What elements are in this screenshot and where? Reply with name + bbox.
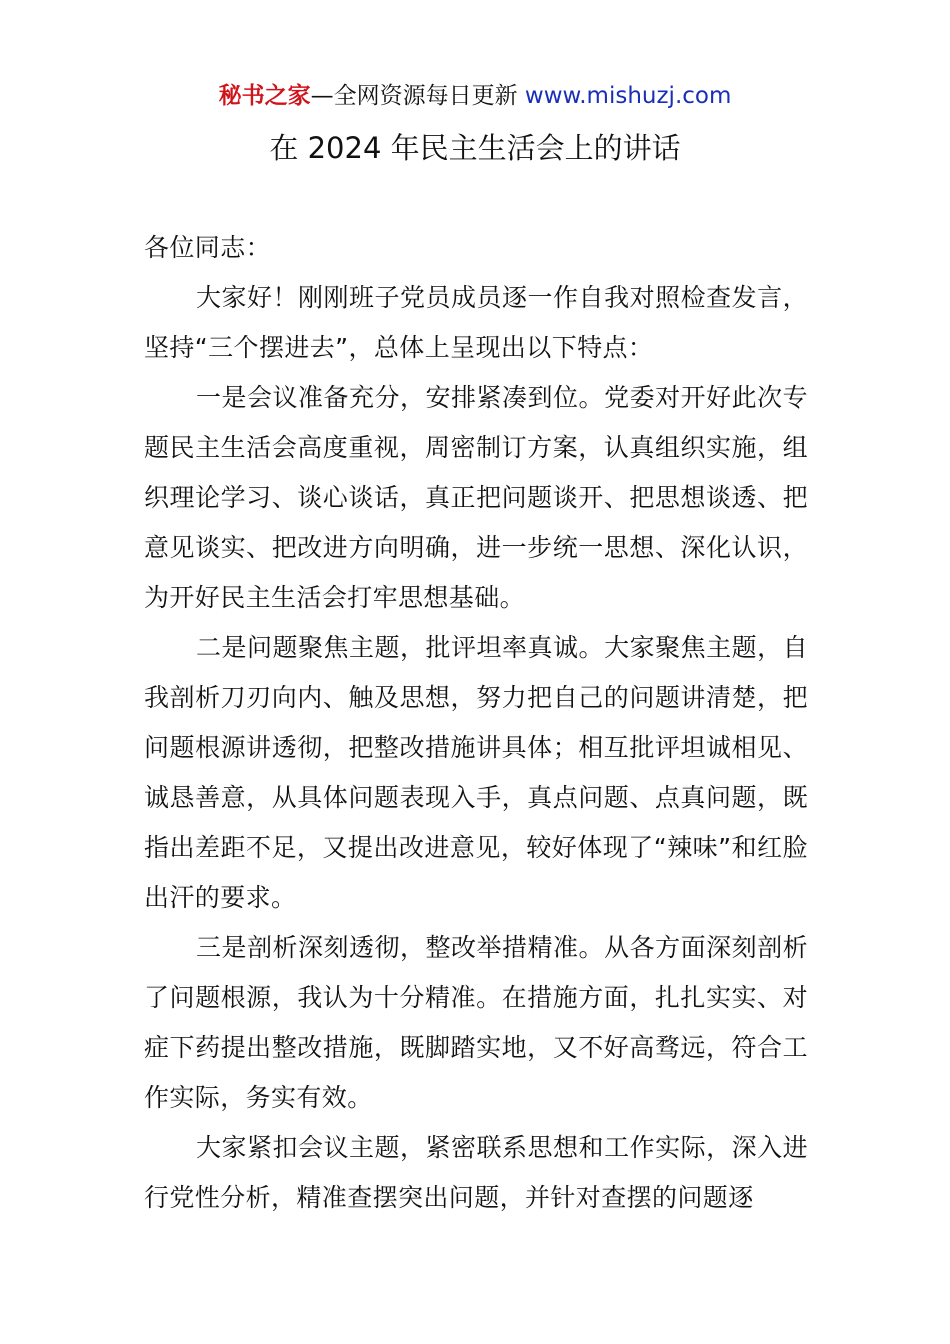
site-url-link[interactable]: www.mishuzj.com: [524, 83, 732, 109]
paragraph: 三是剖析深刻透彻，整改举措精准。从各方面深刻剖析了问题根源，我认为十分精准。在措施方面，扎扎实实、对症下药提出整改措施，既脚踏实地，又不好高骛远，符合工作实际，务实有效。: [144, 933, 808, 1112]
paragraph: 大家紧扣会议主题，紧密联系思想和工作实际，深入进行党性分析，精准查摆突出问题，并针对查摆的问题逐: [144, 1133, 808, 1212]
paragraph: 二是问题聚焦主题，批评坦率真诚。大家聚焦主题，自我剖析刀刃向内、触及思想，努力把自己的问题讲清楚，把问题根源讲透彻，把整改措施讲具体；相互批评坦诚相见、诚恳善意，从具体问题表现入手，真点问题、点真问题，既指出差距不足，又提出改进意见，较好体现了“辣味”和红脸出汗的要求。: [144, 633, 808, 912]
header-tagline: —全网资源每日更新: [310, 83, 518, 109]
brand-name: 秘书之家: [218, 83, 311, 109]
document-title: 在 2024 年民主生活会上的讲话: [269, 131, 681, 165]
document-body: [144, 223, 808, 1223]
paragraph: 大家好！刚刚班子党员成员逐一作自我对照检查发言，坚持“三个摆进去”，总体上呈现出以下特点：: [144, 283, 808, 362]
paragraph: 一是会议准备充分，安排紧凑到位。党委对开好此次专题民主生活会高度重视，周密制订方案，认真组织实施，组织理论学习、谈心谈话，真正把问题谈开、把思想谈透、把意见谈实、把改进方向明确，进一步统一思想、深化认识，为开好民主生活会打牢思想基础。: [144, 383, 808, 612]
site-header: [0, 80, 950, 112]
salutation: 各位同志：: [144, 233, 272, 262]
